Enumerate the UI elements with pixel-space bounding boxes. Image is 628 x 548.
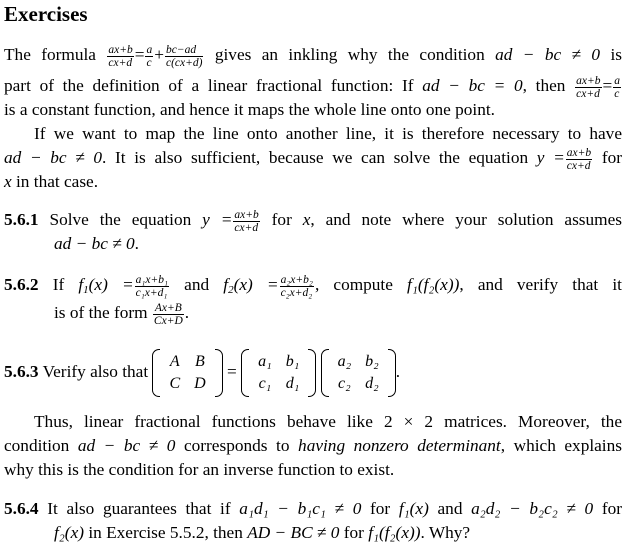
math-condition: a₂d₂ − b₂c₂ ≠ 0: [471, 499, 594, 518]
fraction: $\frac{ax+b}{cx+d}$: [108, 43, 133, 69]
math-condition: a₁d₁ − b₁c₁ ≠ 0: [239, 499, 362, 518]
exercise-label: 5.6.3: [4, 362, 39, 381]
math-condition: ad − bc ≠ 0: [4, 148, 103, 167]
exercise-5-6-4-cont: [54, 521, 622, 545]
fraction: $\frac{bc-ad}{c(cx+d)}$: [165, 43, 203, 69]
fraction: $\frac{\text{a₁x+b₁}}{\text{c₁x+d₁}}$: [135, 273, 169, 299]
exercise-label: 5.6.2: [4, 275, 39, 294]
exercise-5-6-1: [4, 208, 622, 234]
text: for: [601, 148, 622, 167]
math-condition: ad − bc ≠ 0: [77, 436, 176, 455]
text: . It is also sufficient, because we can solve the equation: [102, 148, 529, 167]
text: in Exercise 5.5.2, then: [88, 523, 243, 542]
math-f2: f₂(x): [54, 523, 84, 542]
fraction: $\frac{Ax+B}{Cx+D}$: [153, 301, 183, 327]
section-title: Exercises: [4, 2, 88, 26]
emphasis: having nonzero determinant: [298, 436, 501, 455]
fraction: $\frac{ax+b}{cx+d}$: [576, 74, 601, 100]
text: matrices. Moreover, the: [444, 412, 622, 431]
exercise-label: 5.6.1: [4, 210, 39, 229]
text: The formula: [4, 45, 96, 64]
text: Thus, linear fractional functions behave like: [34, 412, 373, 431]
text: part of the definition of a linear fractional function: If: [4, 76, 414, 95]
period: .: [395, 362, 401, 381]
plus-sign: +: [154, 45, 164, 64]
math-x: x: [4, 172, 12, 191]
intro-paragraph-line-3: is a constant function, and hence it maps the whole line onto one point.: [4, 100, 495, 119]
exercise-5-6-2-cont: [54, 301, 622, 327]
conclusion-line-1: [4, 410, 622, 434]
text: , which explains: [500, 436, 622, 455]
math-condition: ad − bc = 0: [422, 76, 523, 95]
exercise-5-6-1-cont: [54, 232, 622, 256]
math-f1: $f_1(x)$ =: [78, 275, 134, 296]
math-dimension: 2 × 2: [383, 412, 434, 431]
exercise-5-6-3: [4, 347, 622, 397]
text: for: [370, 499, 391, 518]
text: is of the form: [54, 303, 148, 322]
text: , and verify that it: [459, 275, 622, 294]
text: , and note where your solution assumes: [310, 210, 622, 229]
text: and: [437, 499, 463, 518]
math-f2: $f_2(x)$ =: [223, 275, 279, 296]
conclusion-line-3: why this is the condition for an inverse function to exist.: [4, 460, 395, 479]
para2-line-3: [4, 170, 622, 194]
math-x: x: [302, 210, 311, 229]
intro-paragraph-line-1: [4, 43, 622, 69]
text: , then: [522, 76, 566, 95]
text: , compute: [314, 275, 393, 294]
text: is: [610, 45, 622, 64]
para2-line-1: If we want to map the line onto another line, it is therefore necessary to have: [34, 124, 622, 143]
intro-paragraph-line-2: [4, 74, 622, 100]
equals-sign: =: [134, 45, 145, 64]
fraction: $\frac{\text{a₂x+b₂}}{\text{c₂x+d₂}}$: [280, 273, 313, 299]
para2-line-2: [4, 146, 622, 172]
text: If: [52, 275, 65, 294]
math-composition: f₁(f₂(x)): [368, 523, 421, 542]
fraction: $\frac{ax+b}{cx+d}$: [566, 146, 592, 172]
text: corresponds to: [183, 436, 290, 455]
math-y: y =: [202, 210, 233, 229]
math-condition: AD − BC ≠ 0: [247, 523, 340, 542]
text: It also guarantees that if: [47, 499, 231, 518]
conclusion-line-2: [4, 434, 622, 458]
text: and: [184, 275, 210, 294]
fraction: $\frac{a}{c}$: [146, 43, 153, 69]
math-composition: f₁(f₂(x)): [407, 275, 460, 294]
text: for: [601, 499, 623, 518]
text: in that case.: [16, 172, 99, 191]
exercise-label: 5.6.4: [4, 499, 39, 518]
exercise-5-6-2: [4, 273, 622, 299]
period: .: [184, 303, 190, 322]
equals-sign: =: [602, 76, 613, 95]
math-condition: ad − bc ≠ 0: [495, 45, 601, 64]
text: Verify also that: [42, 362, 149, 381]
equals-sign: =: [227, 362, 237, 381]
matrix-ABCD: A B C D: [152, 351, 222, 395]
period: .: [134, 234, 139, 253]
text: for: [343, 523, 364, 542]
fraction: $\frac{ax+b}{cx+d}$: [234, 208, 259, 234]
math-condition: ad − bc ≠ 0: [54, 234, 135, 253]
text: gives an inkling why the condition: [214, 45, 485, 64]
text: Solve the equation: [49, 210, 192, 229]
text: . Why?: [420, 523, 471, 542]
math-f1: f₁(x): [398, 499, 429, 518]
text: for: [271, 210, 292, 229]
exercise-5-6-4: [4, 497, 622, 521]
math-y: y =: [536, 148, 565, 167]
text: condition: [4, 436, 70, 455]
fraction: $\frac{a}{c}$: [614, 74, 620, 100]
matrix-1: a₁ b₁ c₁ d₁: [241, 351, 316, 395]
matrix-2: a₂ b₂ c₂ d₂: [321, 351, 396, 395]
